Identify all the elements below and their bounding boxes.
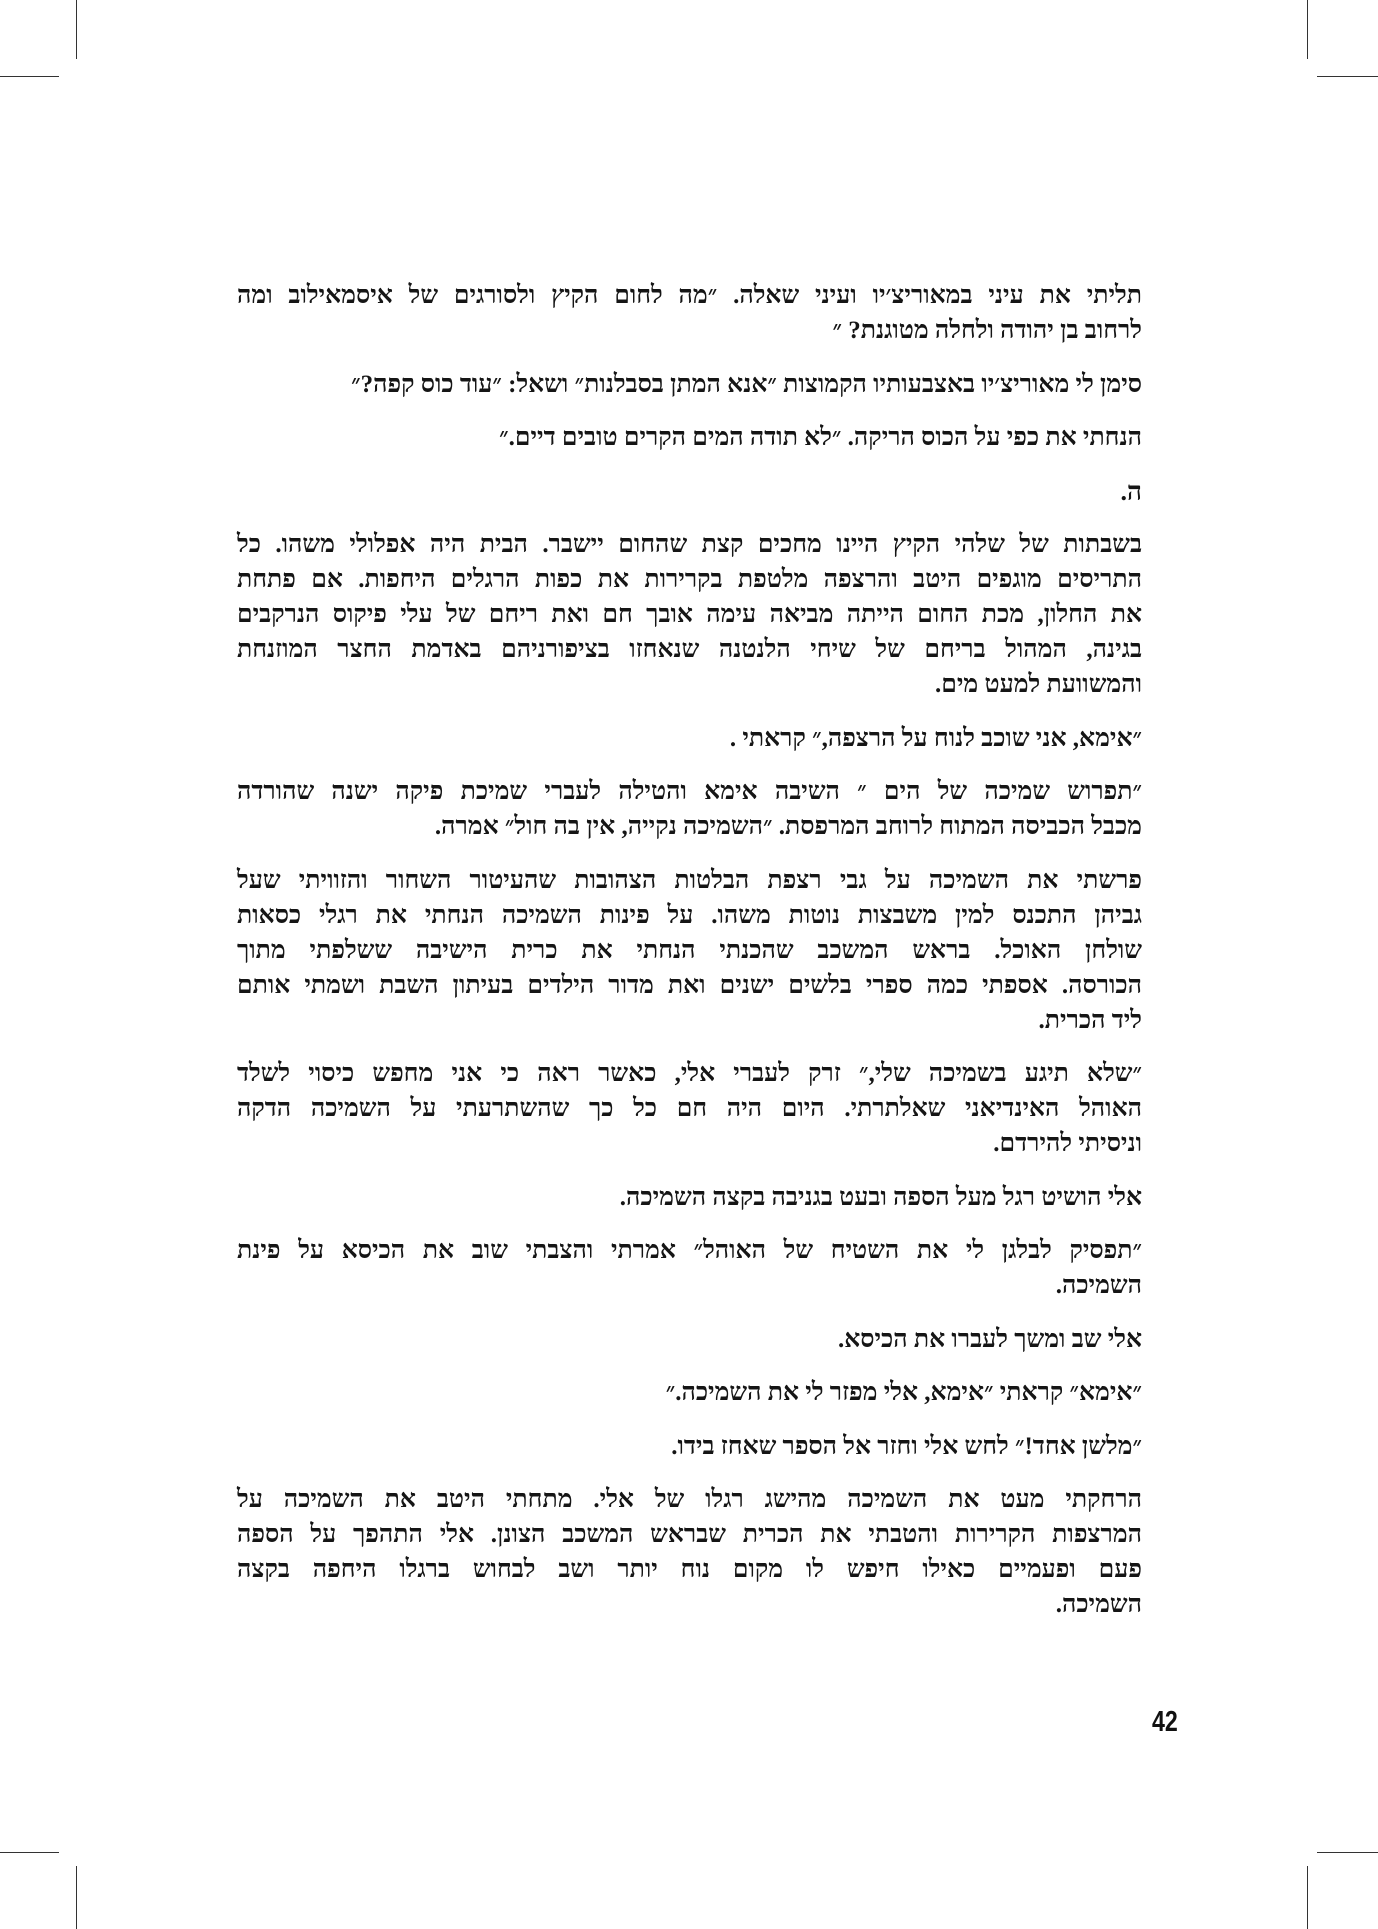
crop-mark-top-right-horizontal [1317,76,1378,77]
paragraph [237,774,1142,844]
text-line: מכבל הכביסה המתוח לרוחב המרפסת. ״השמיכה נקייה, אין בה חול״ אמרה. [434,813,1142,840]
text-line: ״תפסיק לבלגן לי את השטיח של האוהל״ אמרתי והצבתי שוב את הכיסא על פינת [237,1237,1142,1264]
paragraph [237,1322,1142,1357]
text-line: בגינה, המהול בריחם של שיחי הלנטנה שנאחזו בציפורניהם באדמת החצר המוזנחת [237,636,1142,663]
text-line: תליתי את עיני במאוריצ׳יו ועיני שאלה. ״מה לחום הקיץ ולסורגים של איסמאילוב ומה [237,282,1142,309]
crop-mark-bottom-right-horizontal [1317,1852,1378,1853]
text-line: ״תפרוש שמיכה של הים ״ השיבה אימא והטילה לעברי שמיכת פיקה ישנה שהורדה [237,778,1142,805]
text-line: הכורסה. אספתי כמה ספרי בלשים ישנים ואת מדור הילדים בעיתון השבת ושמתי אותם [237,971,1142,999]
text-line: אלי שב ומשך לעברו את הכיסא. [837,1325,1142,1353]
paragraph [237,278,1142,348]
section-heading: ה. [1120,476,1142,506]
paragraph [237,420,1142,455]
paragraph [237,367,1142,402]
text-line: בשבתות של שלהי הקיץ היינו מחכים קצת שהחום יישבר. הבית היה אפלולי משהו. כל [237,531,1142,558]
crop-mark-bottom-left-horizontal [0,1852,59,1853]
text-line: את החלון, מכת החום הייתה מביאה עימה אובך חם ואת ריחם של עלי פיקוס הנרקבים [237,601,1142,628]
text-line: אלי הושיט רגל מעל הספה ובעט בגניבה בקצה השמיכה. [619,1183,1142,1211]
text-line: גביהן התכנס למין משבצות נוטות משהו. על פינות השמיכה הנחתי את רגלי כסאות [237,901,1142,929]
text-line: והמשוועת למעט מים. [935,671,1142,698]
crop-mark-bottom-left-vertical [76,1866,77,1929]
crop-mark-top-left-vertical [76,0,77,59]
text-line: ״מלשן אחד!״ לחש אלי וחזר אל הספר שאחז בידו. [671,1432,1142,1460]
text-line: ליד הכרית. [1038,1006,1142,1034]
page-number: 42 [1152,1706,1178,1738]
paragraph [237,1429,1142,1464]
page-body-text [237,278,1142,1641]
crop-mark-top-left-horizontal [0,76,59,77]
text-line: ״אימא, אני שוכב לנוח על הרצפה,״ קראתי . [729,724,1142,752]
text-line: פעם ופעמיים כאילו חיפש לו מקום נוח יותר ושב לבחוש ברגלו היחפה בקצה [237,1556,1142,1583]
paragraph [237,1482,1142,1622]
paragraph [237,1056,1142,1161]
text-line: פרשתי את השמיכה על גבי רצפת הבלטות הצהובות שהעיטור השחור והזוויתי שעל [237,866,1142,894]
text-line: השמיכה. [1055,1272,1142,1299]
text-line: סימן לי מאוריצ׳יו באצבעותיו הקמוצות ״אנא המתן בסבלנות״ ושאל: ״עוד כוס קפה?״ [351,370,1142,398]
paragraph [237,1233,1142,1303]
text-line: ״שלא תיגע בשמיכה שלי,״ זרק לעברי אלי, כאשר ראה כי אני מחפש כיסוי לשלד [237,1060,1142,1087]
text-line: המרצפות הקרירות והטבתי את הכרית שבראש המשכב הצונן. אלי התהפך על הספה [237,1521,1142,1548]
crop-mark-top-right-vertical [1307,0,1308,59]
crop-mark-bottom-right-vertical [1307,1866,1308,1929]
text-line: שולחן האוכל. בראש המשכב שהכנתי הנחתי את כרית הישיבה ששלפתי מתוך [237,936,1142,964]
paragraph [237,527,1142,702]
paragraph [237,1375,1142,1410]
text-line: התריסים מוגפים היטב והרצפה מלטפת בקרירות את כפות הרגלים היחפות. אם פתחת [237,566,1142,593]
text-line: ״אימא״ קראתי ״אימא, אלי מפזר לי את השמיכה.״ [665,1379,1142,1406]
text-line: הנחתי את כפי על הכוס הריקה. ״לא תודה המים הקרים טובים דיים.״ [499,424,1142,451]
text-line: השמיכה. [1055,1591,1142,1618]
text-line: לרחוב בן יהודה ולחלה מטוגנת? ״ [832,317,1142,344]
text-line: האוהל האינדיאני שאלתרתי. היום היה חם כל כך שהשתרעתי על השמיכה הדקה [237,1095,1142,1122]
paragraph [237,1180,1142,1215]
paragraph [237,721,1142,756]
paragraph [237,863,1142,1038]
text-line: וניסיתי להירדם. [993,1130,1142,1157]
text-line: הרחקתי מעט את השמיכה מהישג רגלו של אלי. מתחתי היטב את השמיכה על [237,1486,1142,1513]
